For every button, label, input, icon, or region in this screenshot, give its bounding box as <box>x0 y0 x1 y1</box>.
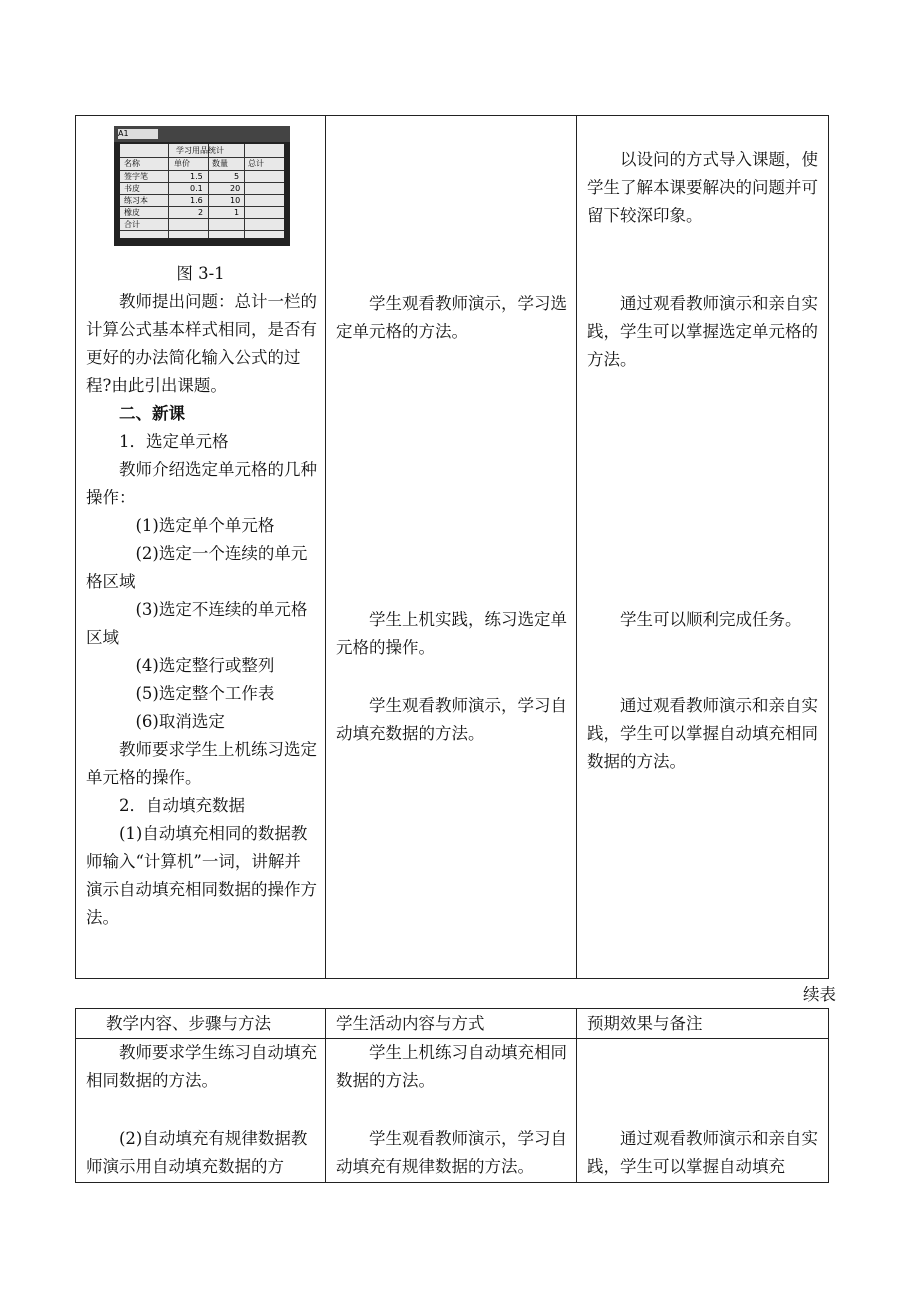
activity-text: 学生上机练习自动填充相同数据的方法。 <box>336 1043 567 1090</box>
paragraph: 教师提出问题：总计一栏的计算公式基本样式相同，是否有更好的办法简化输入公式的过程?由此引出课题。 <box>86 292 317 395</box>
figure-caption: 图 3-1 <box>176 264 225 283</box>
row-price: 1.6 <box>190 196 203 205</box>
list-item: (6)取消选定 <box>135 712 225 731</box>
column-header: 预期效果与备注 <box>587 1013 703 1033</box>
subsection-heading: 1．选定单元格 <box>119 432 229 451</box>
header-name: 名称 <box>124 159 140 168</box>
row-qty: 1 <box>234 208 240 217</box>
paragraph: 教师要求学生练习自动填充相同数据的方法。 <box>86 1043 317 1090</box>
row-label: 签字笔 <box>124 172 148 181</box>
row-label: 合计 <box>124 220 140 229</box>
row-qty: 20 <box>230 184 241 193</box>
row-qty: 10 <box>230 196 241 205</box>
sheet-title: 学习用品统计 <box>176 146 224 155</box>
row-price: 2 <box>198 208 204 217</box>
paragraph: 教师要求学生上机练习选定单元格的操作。 <box>86 740 317 787</box>
effect-text: 以设问的方式导入课题，使学生了解本课要解决的问题并可留下较深印象。 <box>587 150 818 225</box>
table1-cell-effect <box>577 116 829 979</box>
row-label: 练习本 <box>124 196 148 205</box>
header-price: 单价 <box>174 159 190 168</box>
table2-cell-activity <box>326 1039 577 1183</box>
row-price: 1.5 <box>190 172 203 181</box>
lesson-table-1 <box>75 115 829 979</box>
table2-header-activity <box>326 1009 577 1039</box>
spreadsheet-figure <box>114 126 290 246</box>
activity-text: 学生上机实践，练习选定单元格的操作。 <box>336 610 567 657</box>
list-item: (3)选定不连续的单元格区域 <box>86 600 308 647</box>
spreadsheet-grid <box>120 144 284 238</box>
row-qty: 5 <box>234 172 240 181</box>
row-label: 书皮 <box>124 184 140 193</box>
activity-text: 学生观看教师演示，学习自动填充有规律数据的方法。 <box>336 1129 567 1176</box>
activity-text: 学生观看教师演示，学习选定单元格的方法。 <box>336 294 567 341</box>
paragraph: 教师介绍选定单元格的几种操作： <box>86 460 317 507</box>
effect-text: 通过观看教师演示和亲自实践，学生可以掌握自动填充相同数据的方法。 <box>587 696 818 771</box>
column-header: 学生活动内容与方式 <box>336 1013 485 1033</box>
row-label: 橡皮 <box>124 208 140 217</box>
effect-text: 学生可以顺利完成任务。 <box>620 610 802 629</box>
paragraph: (1)自动填充相同的数据教师输入“计算机”一词，讲解并演示自动填充相同数据的操作方法。 <box>86 824 317 927</box>
paragraph: (2)自动填充有规律数据教师演示用自动填充数据的方 <box>86 1129 308 1176</box>
table1-cell-activity <box>326 116 577 979</box>
row-price: 0.1 <box>190 184 203 193</box>
continued-label: 续表 <box>803 985 836 1004</box>
list-item: (2)选定一个连续的单元格区域 <box>86 544 308 591</box>
table2-cell-effect <box>577 1039 829 1183</box>
section-heading: 二、新课 <box>119 404 185 423</box>
cell-reference: A1 <box>118 129 158 139</box>
table1-cell-content <box>76 116 326 979</box>
list-item: (5)选定整个工作表 <box>135 684 275 703</box>
list-item: (1)选定单个单元格 <box>135 516 275 535</box>
effect-text: 通过观看教师演示和亲自实践，学生可以掌握选定单元格的方法。 <box>587 294 818 369</box>
list-item: (4)选定整行或整列 <box>135 656 275 675</box>
table2-header-effect <box>577 1009 829 1039</box>
table2-header-content <box>76 1009 326 1039</box>
table2-cell-content <box>76 1039 326 1183</box>
header-qty: 数量 <box>212 159 228 168</box>
subsection-heading: 2．自动填充数据 <box>119 796 245 815</box>
column-header: 教学内容、步骤与方法 <box>106 1013 271 1033</box>
header-total: 总计 <box>248 159 264 168</box>
lesson-table-2 <box>75 1008 829 1183</box>
effect-text: 通过观看教师演示和亲自实践，学生可以掌握自动填充 <box>587 1129 818 1176</box>
activity-text: 学生观看教师演示，学习自动填充数据的方法。 <box>336 696 567 743</box>
